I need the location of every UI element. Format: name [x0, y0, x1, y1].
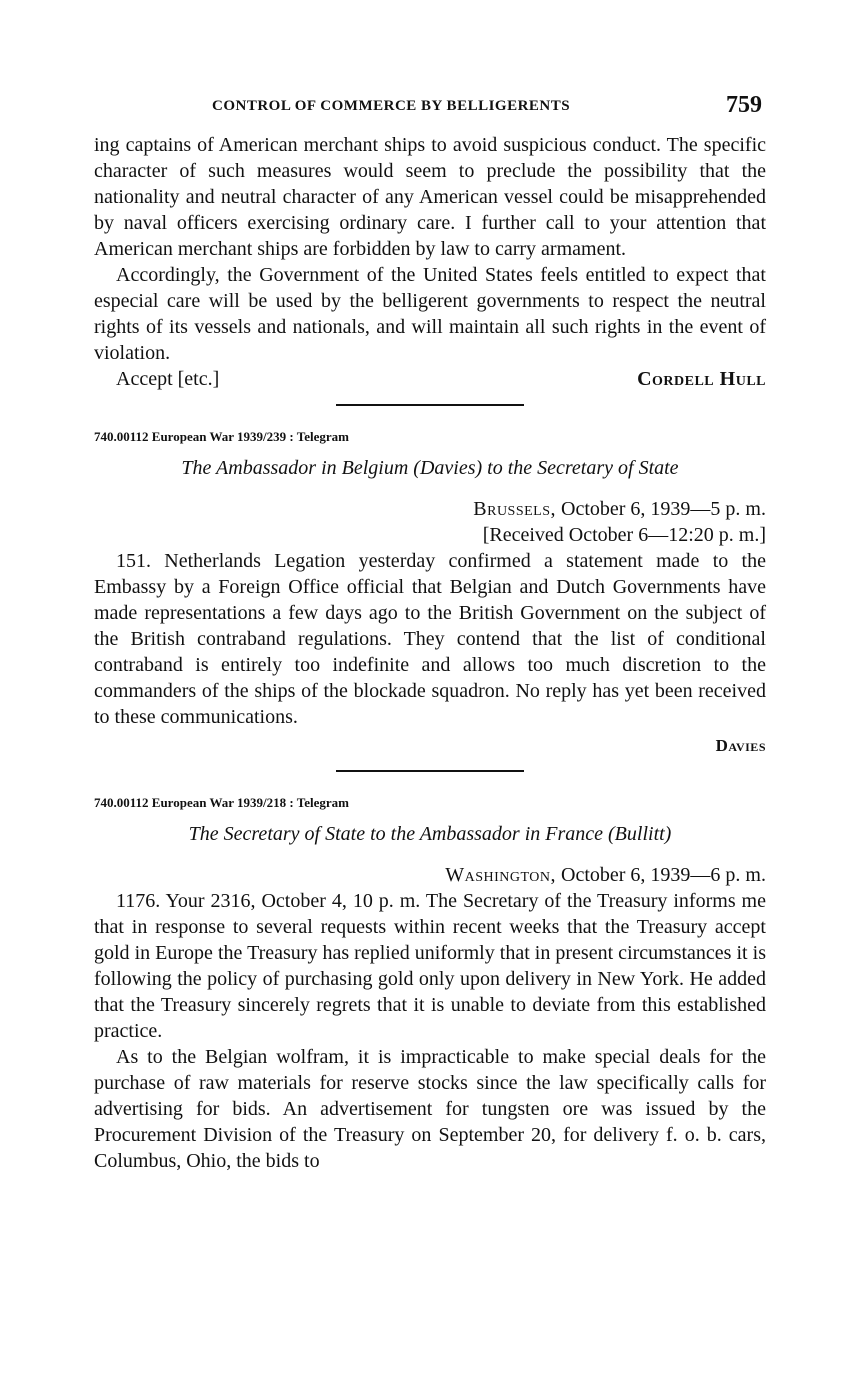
received-line: [Received October 6—12:20 p. m.] [482, 524, 766, 546]
body-paragraph: 1176. Your 2316, October 4, 10 p. m. The Secretary of the Treasury informs me that in response to several requests within recent weeks that the Treasury accept gold in Europe the Treasury has replied uniformly that in present circumstances it is following the policy of purchasing gold only upon delivery in New York. He added that the Treasury sincerely regrets that it is unable to deviate from this established practice. [94, 890, 766, 1042]
file-reference: 740.00112 European War 1939/239 : Telegram [94, 429, 349, 444]
document-title: The Secretary of State to the Ambassador in France (Bullitt) [188, 823, 672, 845]
document-page [94, 92, 766, 1174]
closing-text: Accept [etc.] [116, 368, 220, 390]
page-number: 759 [726, 92, 762, 118]
body-paragraph: 151. Netherlands Legation yesterday confirmed a statement made to the Embassy by a Foreign Office official that Belgian and Dutch Governments have made representations a few days ago to the British Government on the subject of the British contraband regulations. They contend that the list of conditional contraband is entirely too indefinite and allows too much discretion to the commanders of the ships of the blockade squadron. No reply has yet been received to these communications. [94, 550, 766, 728]
dateline-place: Washington, [445, 864, 557, 886]
dateline [94, 496, 766, 522]
signature: Cordell Hull [637, 368, 766, 390]
section-divider [336, 404, 524, 406]
dateline-place: Brussels, [473, 498, 557, 520]
signature: Davies [715, 736, 766, 755]
dateline [94, 862, 766, 888]
body-paragraph: As to the Belgian wolfram, it is impracticable to make special deals for the purchase of raw materials for reserve stocks since the law specifically calls for advertising for bids. An advertisement for tungsten ore was issued by the Procurement Division of the Treasury on September 20, for delivery f. o. b. cars, Columbus, Ohio, the bids to [94, 1046, 766, 1172]
file-reference: 740.00112 European War 1939/218 : Telegram [94, 795, 349, 810]
running-header [94, 92, 766, 122]
running-title: CONTROL OF COMMERCE BY BELLIGERENTS [212, 98, 571, 114]
section-divider [336, 770, 524, 772]
dateline-date: October 6, 1939—5 p. m. [556, 498, 766, 520]
body-paragraph: ing captains of American merchant ships to avoid suspicious conduct. The specific character of such measures would seem to preclude the possibility that the nationality and neutral character of any American vessel could be misapprehended by naval officers exercising ordinary care. I further call to your attention that American merchant ships are forbidden by law to carry armament. [94, 134, 766, 260]
dateline-date: October 6, 1939—6 p. m. [556, 864, 766, 886]
closing-line [94, 366, 766, 392]
body-paragraph: Accordingly, the Government of the United States feels entitled to expect that especial care will be used by the belligerent governments to respect the neutral rights of its vessels and nationals, and will maintain all such rights in the event of violation. [94, 264, 766, 364]
document-title: The Ambassador in Belgium (Davies) to the Secretary of State [181, 457, 679, 479]
